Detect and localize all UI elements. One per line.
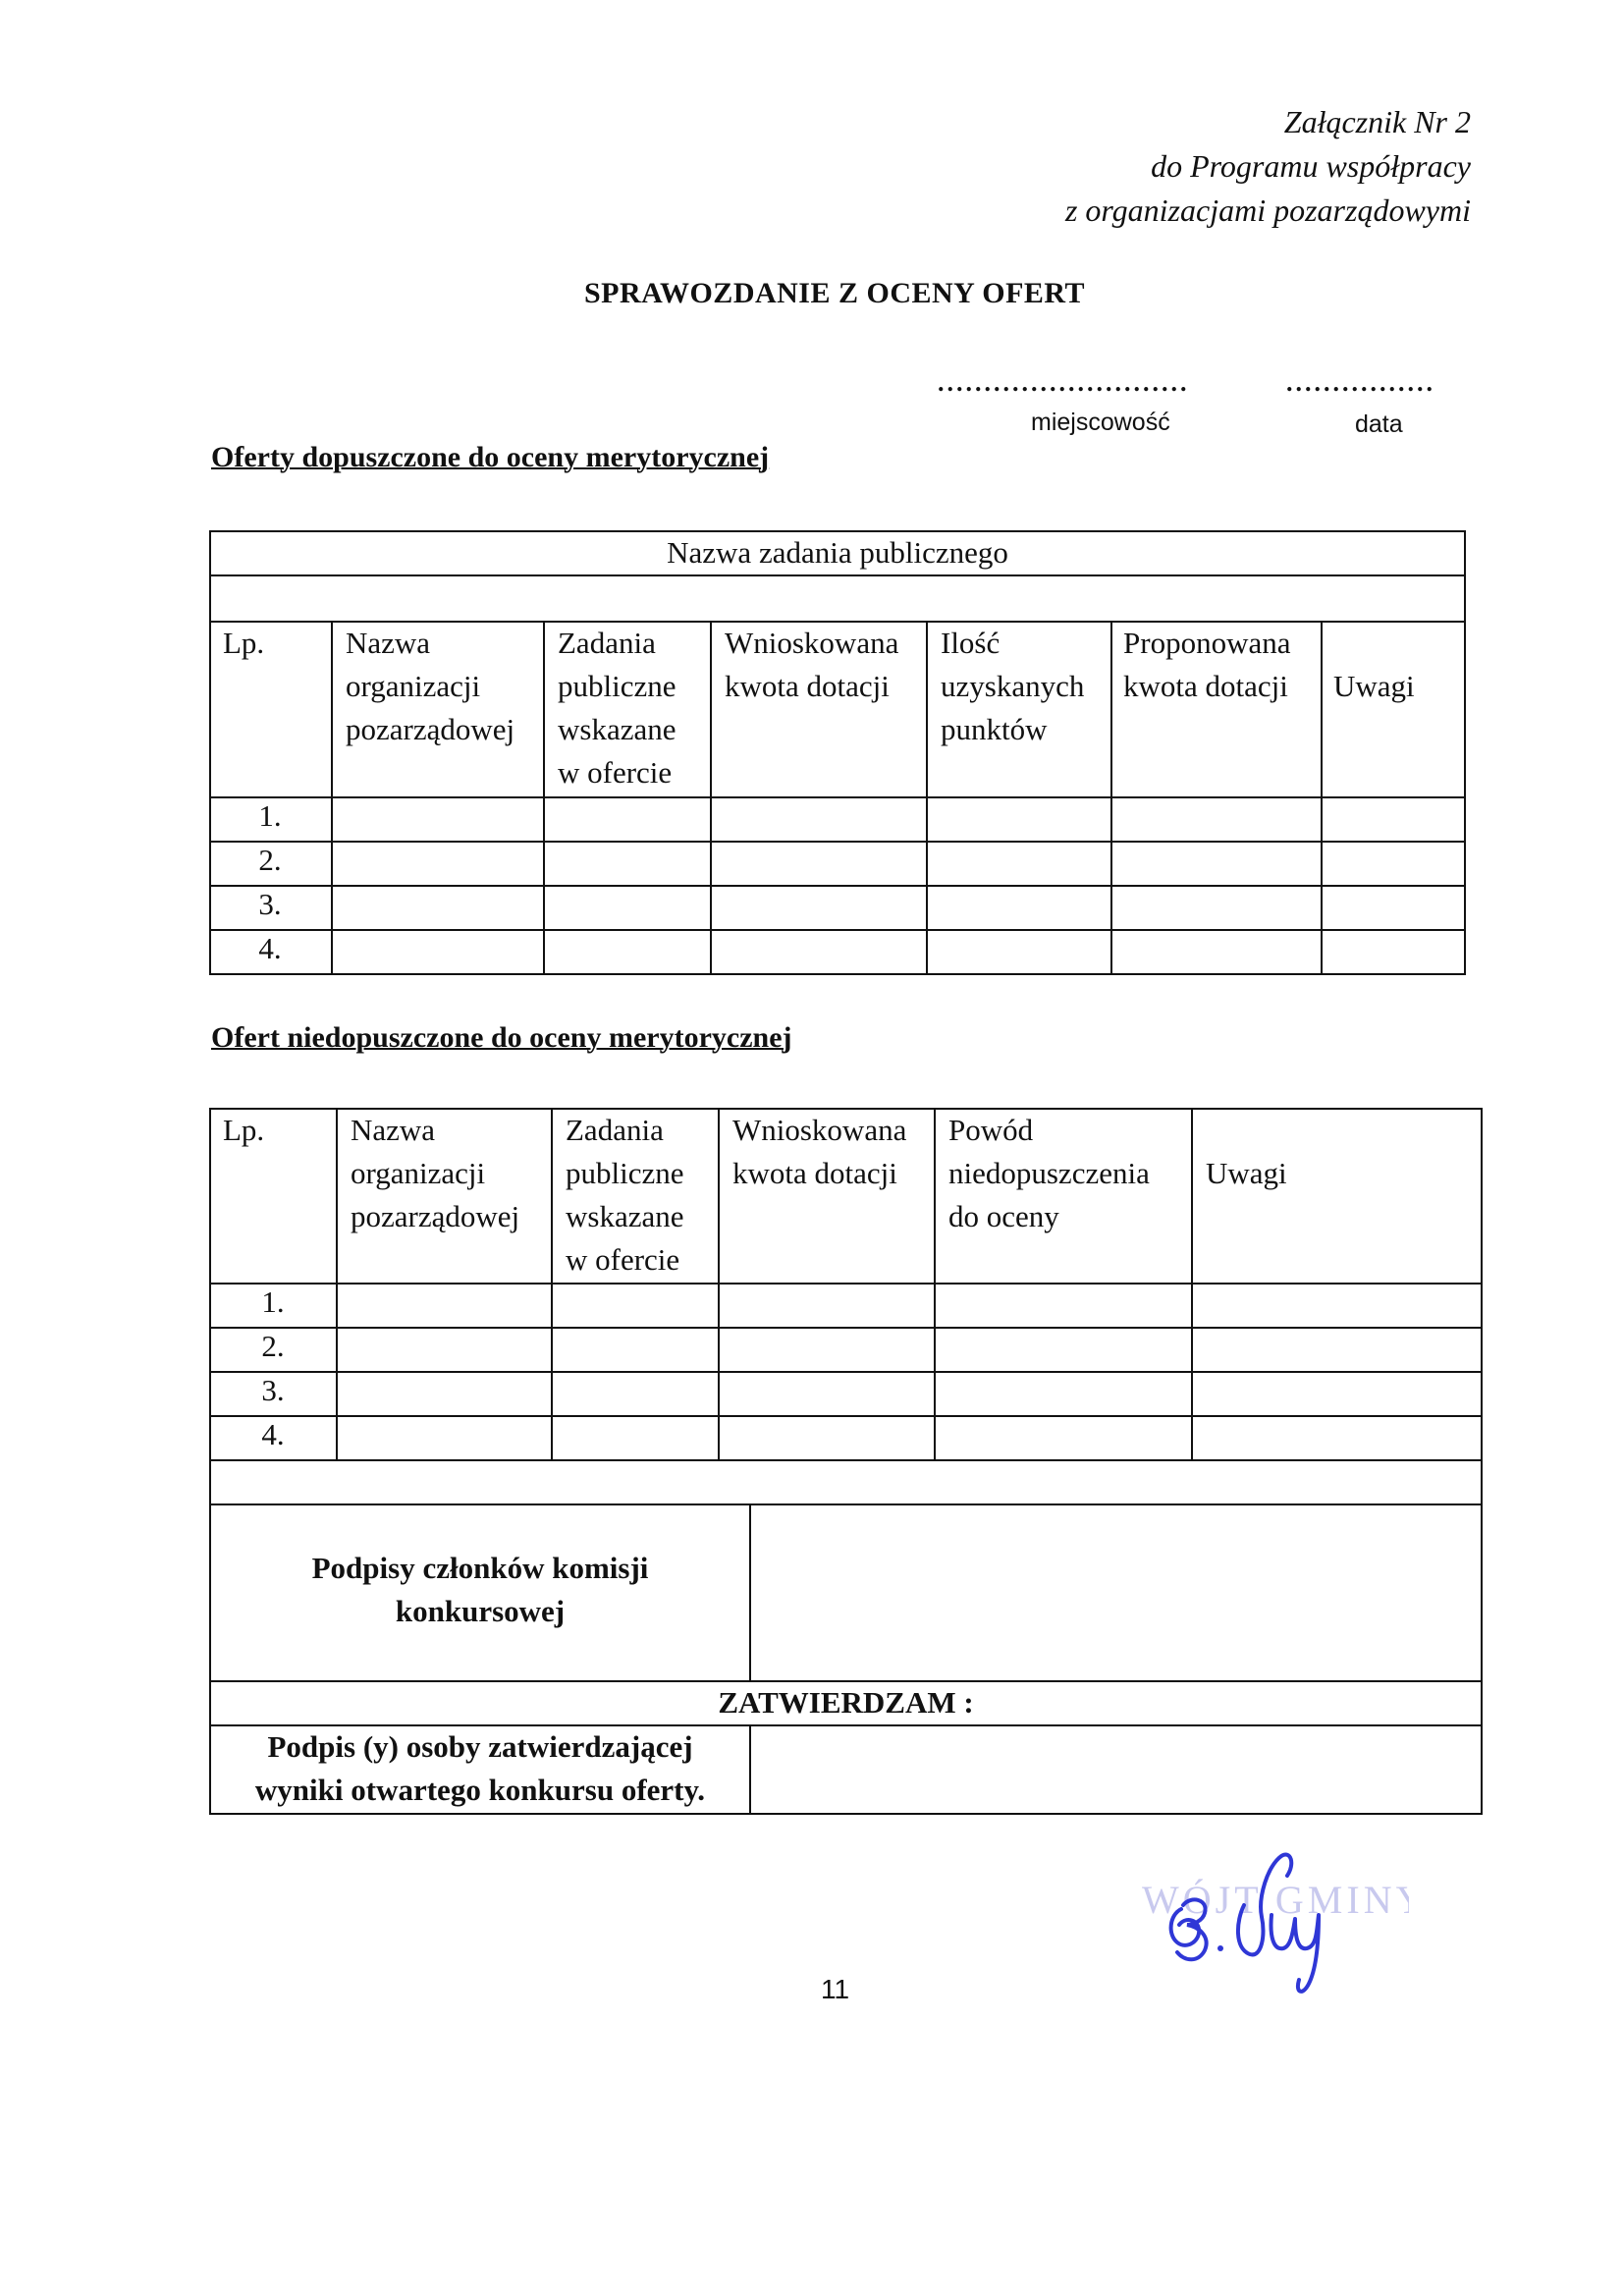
- t2-row-number: 3.: [261, 1373, 285, 1407]
- t2-col-lp: Lp.: [223, 1113, 265, 1147]
- t2-row-number: 4.: [261, 1417, 285, 1451]
- t1-col-requested-amount: Wnioskowana kwota dotacji: [725, 626, 899, 703]
- attachment-line-3: z organizacjami pozarządowymi: [1064, 192, 1471, 228]
- t1-row-number: 1.: [258, 798, 282, 833]
- document-title: SPRAWOZDANIE Z OCENY OFERT: [583, 277, 1086, 309]
- attachment-line-2: do Programu współpracy: [1151, 148, 1471, 184]
- t2-col-tasks: Zadania publiczne wskazane w ofercie: [566, 1113, 684, 1277]
- stamp-text: WÓJT GMINY: [1142, 1878, 1409, 1922]
- t1-col-tasks: Zadania publiczne wskazane w ofercie: [558, 626, 676, 790]
- t2-row-number: 2.: [261, 1329, 285, 1363]
- t2-col-notes: Uwagi: [1206, 1156, 1287, 1190]
- approver-signature-label: Podpis (y) osoby zatwierdzającej wyniki otwartego konkursu oferty.: [254, 1729, 706, 1807]
- signature-stamp: [1134, 1846, 1409, 2023]
- committee-signatures-label: Podpisy członków komisji konkursowej: [311, 1551, 649, 1628]
- t1-row-number: 2.: [258, 843, 282, 877]
- t1-col-lp: Lp.: [223, 626, 265, 660]
- page-number: 11: [821, 1974, 850, 2004]
- t1-row-number: 3.: [258, 887, 282, 921]
- task-name-header: Nazwa zadania publicznego: [667, 535, 1008, 570]
- section1-heading: Oferty dopuszczone do oceny merytorycznej: [211, 441, 770, 473]
- attachment-line-1: Załącznik Nr 2: [1283, 104, 1471, 139]
- t2-col-rejection-reason: Powód niedopuszczenia do oceny: [948, 1113, 1150, 1233]
- t1-col-organization: Nazwa organizacji pozarządowej: [346, 626, 515, 746]
- section2-heading: Ofert niedopuszczone do oceny merytorycznej: [211, 1021, 792, 1054]
- t1-row-number: 4.: [258, 931, 282, 965]
- approve-label: ZATWIERDZAM :: [718, 1685, 974, 1720]
- date-dots: ................: [1286, 368, 1435, 397]
- place-label: miejscowość: [1031, 409, 1170, 436]
- t2-col-requested-amount: Wnioskowana kwota dotacji: [732, 1113, 907, 1190]
- date-label: data: [1355, 410, 1403, 438]
- handwritten-signature-image: [1134, 1846, 1409, 2018]
- t2-row-number: 1.: [261, 1285, 285, 1319]
- t1-col-points: Ilość uzyskanych punktów: [941, 626, 1085, 746]
- t2-col-organization: Nazwa organizacji pozarządowej: [351, 1113, 520, 1233]
- t1-col-proposed-amount: Proponowana kwota dotacji: [1123, 626, 1291, 703]
- t1-col-notes: Uwagi: [1333, 669, 1415, 703]
- place-dots: ...........................: [938, 368, 1190, 397]
